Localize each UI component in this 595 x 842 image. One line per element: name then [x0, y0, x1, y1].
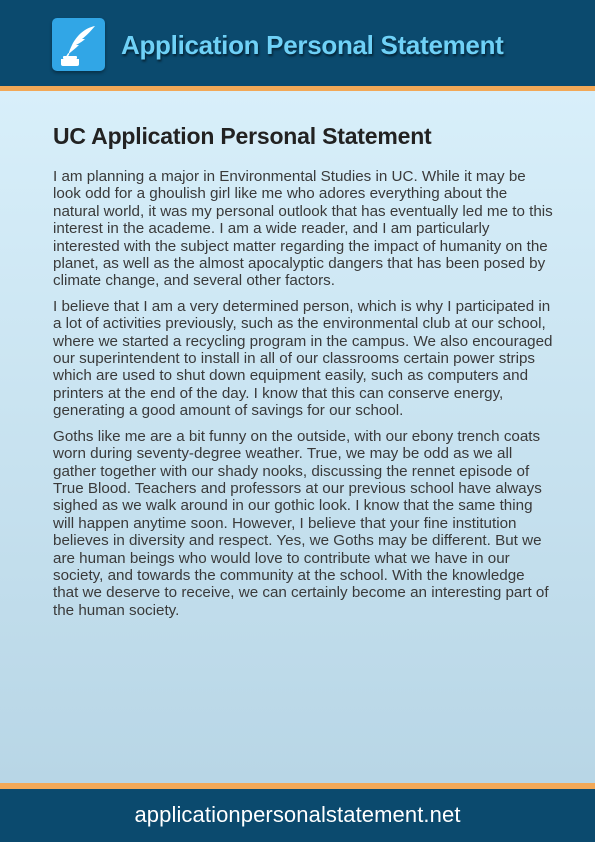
statement-text — [53, 168, 553, 627]
site-footer — [0, 789, 595, 842]
quill-and-inkwell-icon — [52, 18, 105, 71]
document-body — [0, 91, 595, 783]
site-title: Application Personal Statement — [121, 30, 504, 60]
site-header — [0, 0, 595, 86]
paragraph-1: I am planning a major in Environmental Studies in UC. While it may be look odd for a ghoulish girl like me who adores everything about the natural world, it was my personal outlook that has eventually led me to this interest in the academe. I am a wide reader, and I am particularly interested with the subject matter regarding the impact of humanity on the planet, as well as the almost apocalyptic dangers that has been posed by climate change, and several other factors. — [53, 168, 553, 290]
paragraph-2: I believe that I am a very determined person, which is why I participated in a lot of activities previously, such as the environmental club at our school, where we started a recycling program in the campus. We also encouraged our superintendent to install in all of our classrooms certain power strips which are used to shut down equipment easily, such as computers and printers at the end of the day. I know that this can conserve energy, generating a good amount of savings for our school. — [53, 297, 553, 420]
footer-website-link[interactable]: applicationpersonalstatement.net — [134, 802, 461, 827]
paragraph-3: Goths like me are a bit funny on the outside, with our ebony trench coats worn during seventy-degree weather. True, we may be odd as we all gather together with our shady nooks, discussing the rennet episode of True Blood. Teachers and professors at our previous school have always sighed as we walk around in our gothic look. I know that the same thing will happen anytime soon. However, I believe that your fine institution believes in diversity and respect. Yes, we Goths may be different. But we are human beings who would love to contribute what we have in our society, and towards the community at the school. With the knowledge that we deserve to receive, we can certainly become an interesting part of the human society. — [53, 427, 549, 619]
document-title: UC Application Personal Statement — [53, 123, 432, 149]
